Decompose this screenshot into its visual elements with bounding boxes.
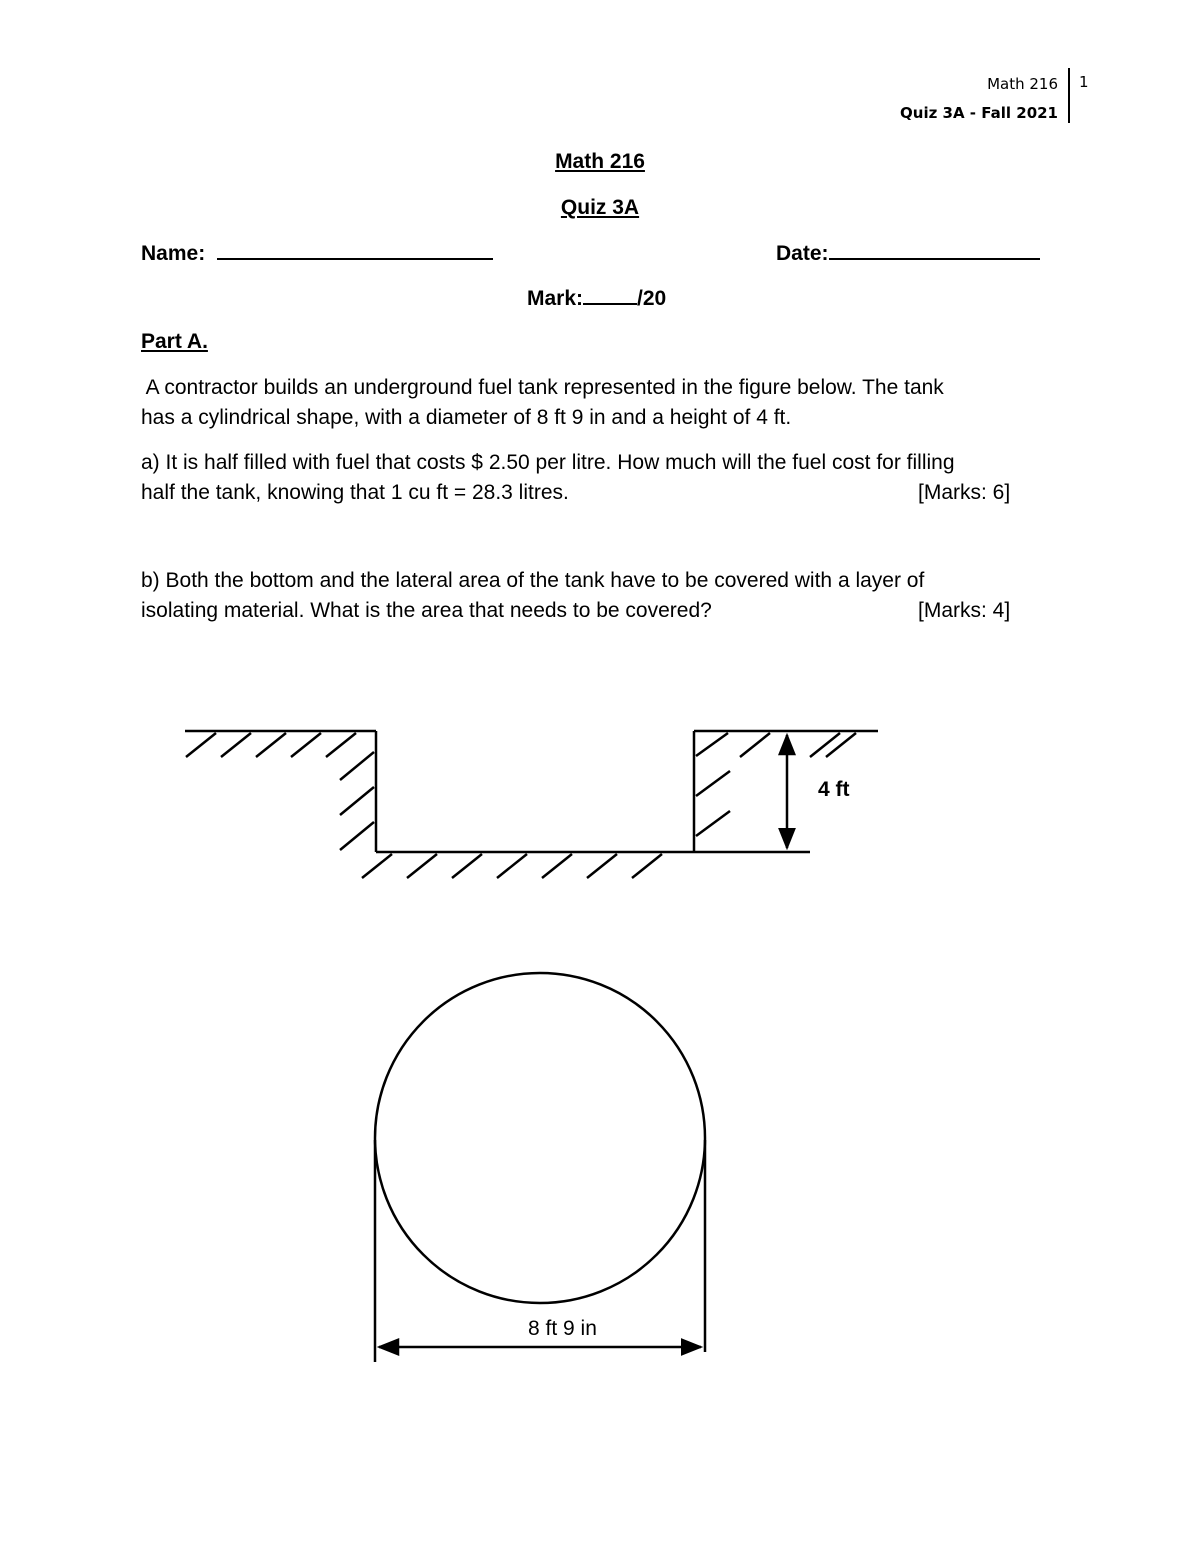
part-heading: Part A.	[141, 330, 208, 353]
question-a-marks: [Marks: 6]	[918, 481, 1011, 504]
quiz-title: Quiz 3A	[560, 196, 640, 219]
height-label: 4 ft	[818, 778, 850, 801]
mark-total: /20	[637, 287, 667, 310]
question-a-line-2: half the tank, knowing that 1 cu ft = 28.3 litres.	[141, 481, 569, 504]
name-label: Name:	[141, 242, 206, 265]
header-quiz-term: Quiz 3A - Fall 2021	[900, 104, 1058, 122]
question-a-line-1: a) It is half filled with fuel that costs $ 2.50 per litre. How much will the fuel cost for filling	[141, 451, 955, 474]
intro-line-2: has a cylindrical shape, with a diameter of 8 ft 9 in and a height of 4 ft.	[141, 406, 792, 429]
tank-side-view	[185, 731, 878, 878]
mark-label: Mark:	[527, 287, 584, 310]
course-title: Math 216	[555, 150, 645, 173]
tank-top-circle	[375, 973, 705, 1303]
tank-top-view	[375, 973, 705, 1362]
intro-line-1: A contractor builds an underground fuel tank represented in the figure below. The tank	[141, 376, 944, 399]
diameter-label: 8 ft 9 in	[528, 1317, 597, 1340]
page-number: 1	[1079, 73, 1089, 91]
date-label: Date:	[776, 242, 829, 265]
question-b-line-2: isolating material. What is the area that needs to be covered?	[141, 599, 712, 622]
question-b-marks: [Marks: 4]	[918, 599, 1011, 622]
header-course: Math 216	[987, 75, 1058, 93]
question-b-line-1: b) Both the bottom and the lateral area of the tank have to be covered with a layer of	[141, 569, 925, 592]
soil-hatching	[186, 733, 856, 878]
